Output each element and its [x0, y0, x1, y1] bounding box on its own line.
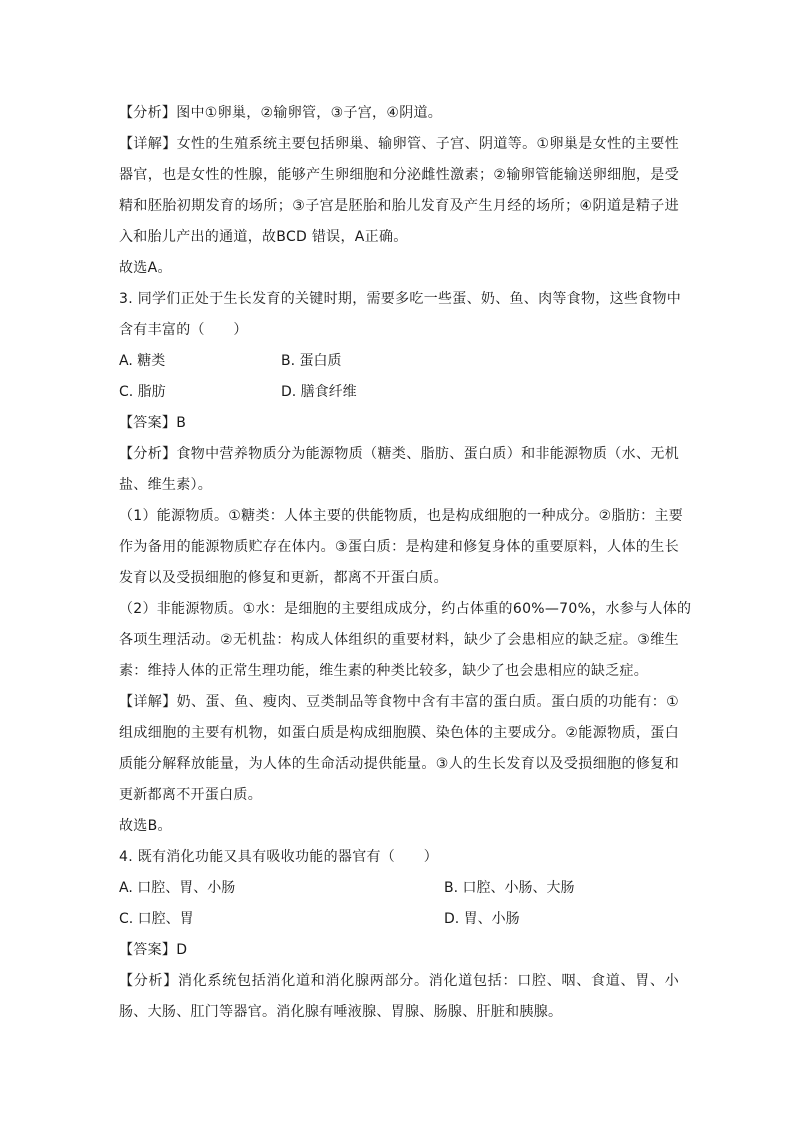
q3-conclusion: 故选B。	[119, 818, 172, 834]
q3-option-a: A. 糖类	[119, 353, 166, 369]
q4-options-row	[119, 904, 679, 935]
q3-analysis-line: （1）能源物质。①糖类：人体主要的供能物质，也是构成细胞的一种成分。②脂肪：主要	[119, 508, 684, 524]
document-body	[119, 98, 692, 1028]
q4-answer: 【答案】D	[119, 942, 188, 958]
q2-explanation-line: 器官，也是女性的性腺，能够产生卵细胞和分泌雌性激素；②输卵管能输送卵细胞，是受	[119, 167, 679, 183]
q3-options-row	[119, 346, 679, 377]
q3-explanation-line: 更新都离不开蛋白质。	[119, 787, 262, 803]
q3-option-b: B. 蛋白质	[281, 353, 342, 369]
q4-option-a: A. 口腔、胃、小肠	[119, 880, 236, 896]
q4-option-b: B. 口腔、小肠、大肠	[444, 880, 575, 896]
q2-explanation-line: 【详解】女性的生殖系统主要包括卵巢、输卵管、子宫、阴道等。①卵巢是女性的主要性	[119, 136, 679, 152]
q3-stem: 含有丰富的（ ）	[119, 322, 248, 338]
q3-explanation-line: 【详解】奶、蛋、鱼、瘦肉、豆类制品等食物中含有丰富的蛋白质。蛋白质的功能有：①	[119, 694, 679, 710]
q2-analysis: 【分析】图中①卵巢，②输卵管，③子宫，④阴道。	[119, 105, 443, 121]
q3-stem: 3. 同学们正处于生长发育的关键时期，需要多吃一些蛋、奶、鱼、肉等食物，这些食物中	[119, 291, 682, 307]
q3-analysis-line: 素：维持人体的正常生理功能，维生素的种类比较多，缺少了也会患相应的缺乏症。	[119, 663, 649, 679]
q4-analysis-line: 【分析】消化系统包括消化道和消化腺两部分。消化道包括：口腔、咽、食道、胃、小	[119, 973, 679, 989]
q2-conclusion: 故选A。	[119, 260, 172, 276]
q4-option-c: C. 口腔、胃	[119, 911, 194, 927]
q3-analysis-line: 发育以及受损细胞的修复和更新，都离不开蛋白质。	[119, 570, 448, 586]
q3-options-row	[119, 377, 679, 408]
q3-option-d: D. 膳食纤维	[281, 384, 357, 400]
q3-option-c: C. 脂肪	[119, 384, 166, 400]
q3-analysis-line: 盐、维生素）。	[119, 477, 213, 493]
q3-explanation-line: 组成细胞的主要有机物，如蛋白质是构成细胞膜、染色体的主要成分。②能源物质，蛋白	[119, 725, 679, 741]
q4-stem: 4. 既有消化功能又具有吸收功能的器官有（ ）	[119, 849, 439, 865]
q4-options-row	[119, 873, 679, 904]
q4-analysis-line: 肠、大肠、肛门等器官。消化腺有唾液腺、胃腺、肠腺、肝脏和胰腺。	[119, 1004, 563, 1020]
q3-analysis-line: 作为备用的能源物质贮存在体内。③蛋白质：是构建和修复身体的重要原料，人体的生长	[119, 539, 679, 555]
q2-explanation-line: 入和胎儿产出的通道，故BCD 错误，A正确。	[119, 229, 408, 245]
q3-explanation-line: 质能分解释放能量，为人体的生命活动提供能量。③人的生长发育以及受损细胞的修复和	[119, 756, 679, 772]
q3-answer: 【答案】B	[119, 415, 187, 431]
q3-analysis-line: 【分析】食物中营养物质分为能源物质（糖类、脂肪、蛋白质）和非能源物质（水、无机	[119, 446, 679, 462]
q2-explanation-line: 精和胚胎初期发育的场所；③子宫是胚胎和胎儿发育及产生月经的场所；④阴道是精子进	[119, 198, 679, 214]
q4-option-d: D. 胃、小肠	[444, 911, 520, 927]
q3-analysis-line: （2）非能源物质。①水：是细胞的主要组成成分，约占体重的60%—70%，水参与人体的	[119, 601, 692, 617]
q3-analysis-line: 各项生理活动。②无机盐：构成人体组织的重要材料，缺少了会患相应的缺乏症。③维生	[119, 632, 679, 648]
